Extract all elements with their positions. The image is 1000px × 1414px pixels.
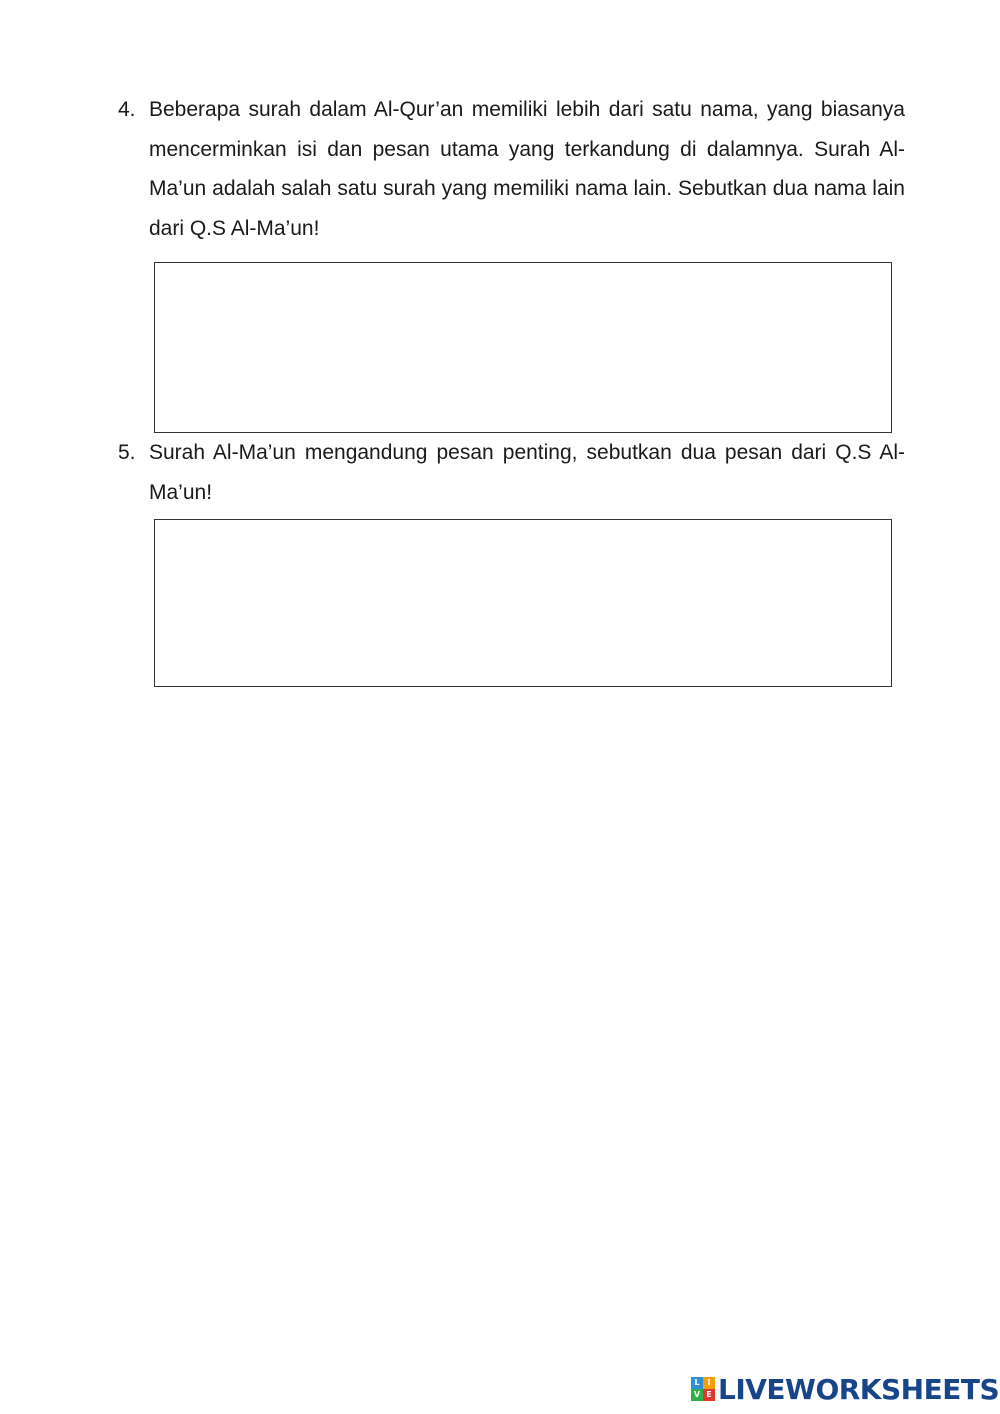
liveworksheets-logo-icon: L I V E xyxy=(691,1377,715,1401)
answer-box-5[interactable] xyxy=(154,519,892,687)
question-text: Beberapa surah dalam Al-Qur’an memiliki lebih dari satu nama, yang biasanya mencerminkan isi dan pesan utama yang terkandung di dalamnya. Surah Al-Ma’un adalah salah satu surah yang memiliki nama lain. Sebutkan dua nama lain dari Q.S Al-Ma’un! xyxy=(149,98,905,240)
liveworksheets-brand xyxy=(691,1372,999,1406)
question-text: Surah Al-Ma’un mengandung pesan penting, sebutkan dua pesan dari Q.S Al-Ma’un! xyxy=(149,441,905,504)
question-number: 4. xyxy=(118,98,136,121)
question-5 xyxy=(118,433,905,512)
question-4 xyxy=(118,90,905,248)
brand-name: LIVEWORKSHEETS xyxy=(718,1372,1000,1406)
answer-box-4[interactable] xyxy=(154,262,892,433)
question-number: 5. xyxy=(118,441,136,464)
